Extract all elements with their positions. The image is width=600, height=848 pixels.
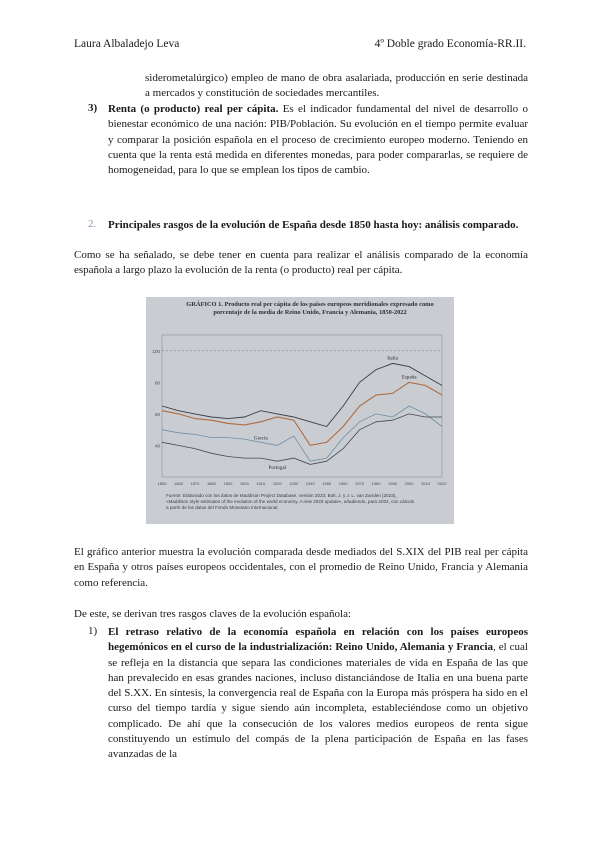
series-label: Grecia <box>253 435 268 442</box>
item3-title: Renta (o producto) real per cápita. <box>108 103 279 115</box>
x-tick-label: 1920 <box>272 481 282 486</box>
chart-figure <box>146 297 454 524</box>
x-tick-label: 1960 <box>338 481 348 486</box>
y-tick-label: 40 <box>154 443 160 449</box>
series-line-portugal <box>162 414 442 465</box>
item3-number: 3) <box>88 102 98 114</box>
x-tick-label: 1890 <box>223 481 233 486</box>
y-tick-label: 80 <box>154 380 160 386</box>
item3-text: Es el indicador fundamental del nivel de desarrollo o bienestar económico de una nación: PIB/Población. Su evolución en el tiempo permite evaluar y comparar la posición española en el proceso de crecimiento europeo moderno. Teniendo en cuenta que la renta está medida en diferentes monedas, para poder compararlas, se requiere de homogeneidad, para lo que se emplean los tipos de cambio. <box>108 103 528 177</box>
x-tick-label: 1950 <box>322 481 332 486</box>
x-tick-label: 1870 <box>190 481 200 486</box>
x-tick-label: 1910 <box>256 481 266 486</box>
x-tick-label: 1970 <box>355 481 365 486</box>
x-tick-label: 1930 <box>289 481 299 486</box>
header-author: Laura Albaladejo Leva <box>74 38 180 50</box>
x-tick-label: 1900 <box>239 481 249 486</box>
header-course: 4º Doble grado Economía-RR.II. <box>374 38 526 50</box>
x-tick-label: 1940 <box>305 481 315 486</box>
series-label: España <box>401 374 417 381</box>
intro-continuation: siderometalúrgico) empleo de mano de obra asalariada, producción en serie destinada a mercados y constitución de sociedades mercantiles. <box>145 72 528 100</box>
x-tick-label: 2020 <box>437 481 447 486</box>
x-tick-label: 2000 <box>404 481 414 486</box>
y-tick-label: 100 <box>152 348 160 354</box>
x-tick-label: 1980 <box>371 481 381 486</box>
section2-number: 2. <box>88 218 97 230</box>
chart-title: GRÁFICO 1. Producto real per cápita de los países europeos meridionales expresado como porcentaje de la media de Reino Unido, Francia y Alemania, 1850-2022 <box>186 301 434 316</box>
series-label: Italia <box>387 355 398 362</box>
paragraph-features: De este, se derivan tres rasgos claves de la evolución española: <box>74 608 352 620</box>
x-tick-label: 1880 <box>206 481 216 486</box>
x-tick-label: 1850 <box>157 481 167 486</box>
item1-text: , el cual se refleja en la distancia que separa las condiciones materiales de vida en España de las que han prevalecido en esas grandes naciones, incluso distanciándose de Italia en una buena parte del S.XX. En síntesis, la convergencia real de España con la Europa más próspera ha sido en el curso del tiempo tardía y sigue siendo aún incompleta, estableciéndose como un objetivo complicado. De ahí que la consecución de los valores medios europeos de renta sigue constituyendo un estímulo del compás de la plena participación de España en las fases avanzadas de la <box>108 641 528 761</box>
series-label: Portugal <box>268 465 287 472</box>
item1-title: El retraso relativo de la economía española en relación con los países europeos hegemónicos en el curso de la industrialización: Reino Unido, Alemania y Francia <box>108 626 528 654</box>
plot-frame <box>162 335 442 477</box>
item3-paragraph <box>108 102 528 178</box>
x-tick-label: 1860 <box>174 481 183 486</box>
chart-source: Fuente: Elaborado con los datos de Maddison Project Database, versión 2023; Bolt, J. y J. L. van Zanden (2023), «Maddison style estimates of the evolution of the world economy. A new 2023 update», añadiendo, para 2022, con cálculo a partir de los datos del Fondo Monetario Internacional. <box>166 493 415 510</box>
section2-title: Principales rasgos de la evolución de España desde 1850 hasta hoy: análisis comparado. <box>108 219 519 231</box>
x-tick-label: 1990 <box>388 481 398 486</box>
item1-paragraph <box>108 625 528 763</box>
paragraph-after-chart: El gráfico anterior muestra la evolución comparada desde mediados del S.XIX del PIB real per cápita en España y otros países europeos occidentales, con el promedio de Reino Unido, Francia y Alemania como referencia. <box>74 546 528 589</box>
x-tick-label: 2010 <box>421 481 430 486</box>
item1-number: 1) <box>88 625 98 637</box>
chart-svg <box>146 297 454 524</box>
y-tick-label: 60 <box>154 411 160 417</box>
paragraph-intro: Como se ha señalado, se debe tener en cuenta para realizar el análisis comparado de la economía española a largo plazo la evolución de la renta (o producto) real per cápita. <box>74 249 528 277</box>
